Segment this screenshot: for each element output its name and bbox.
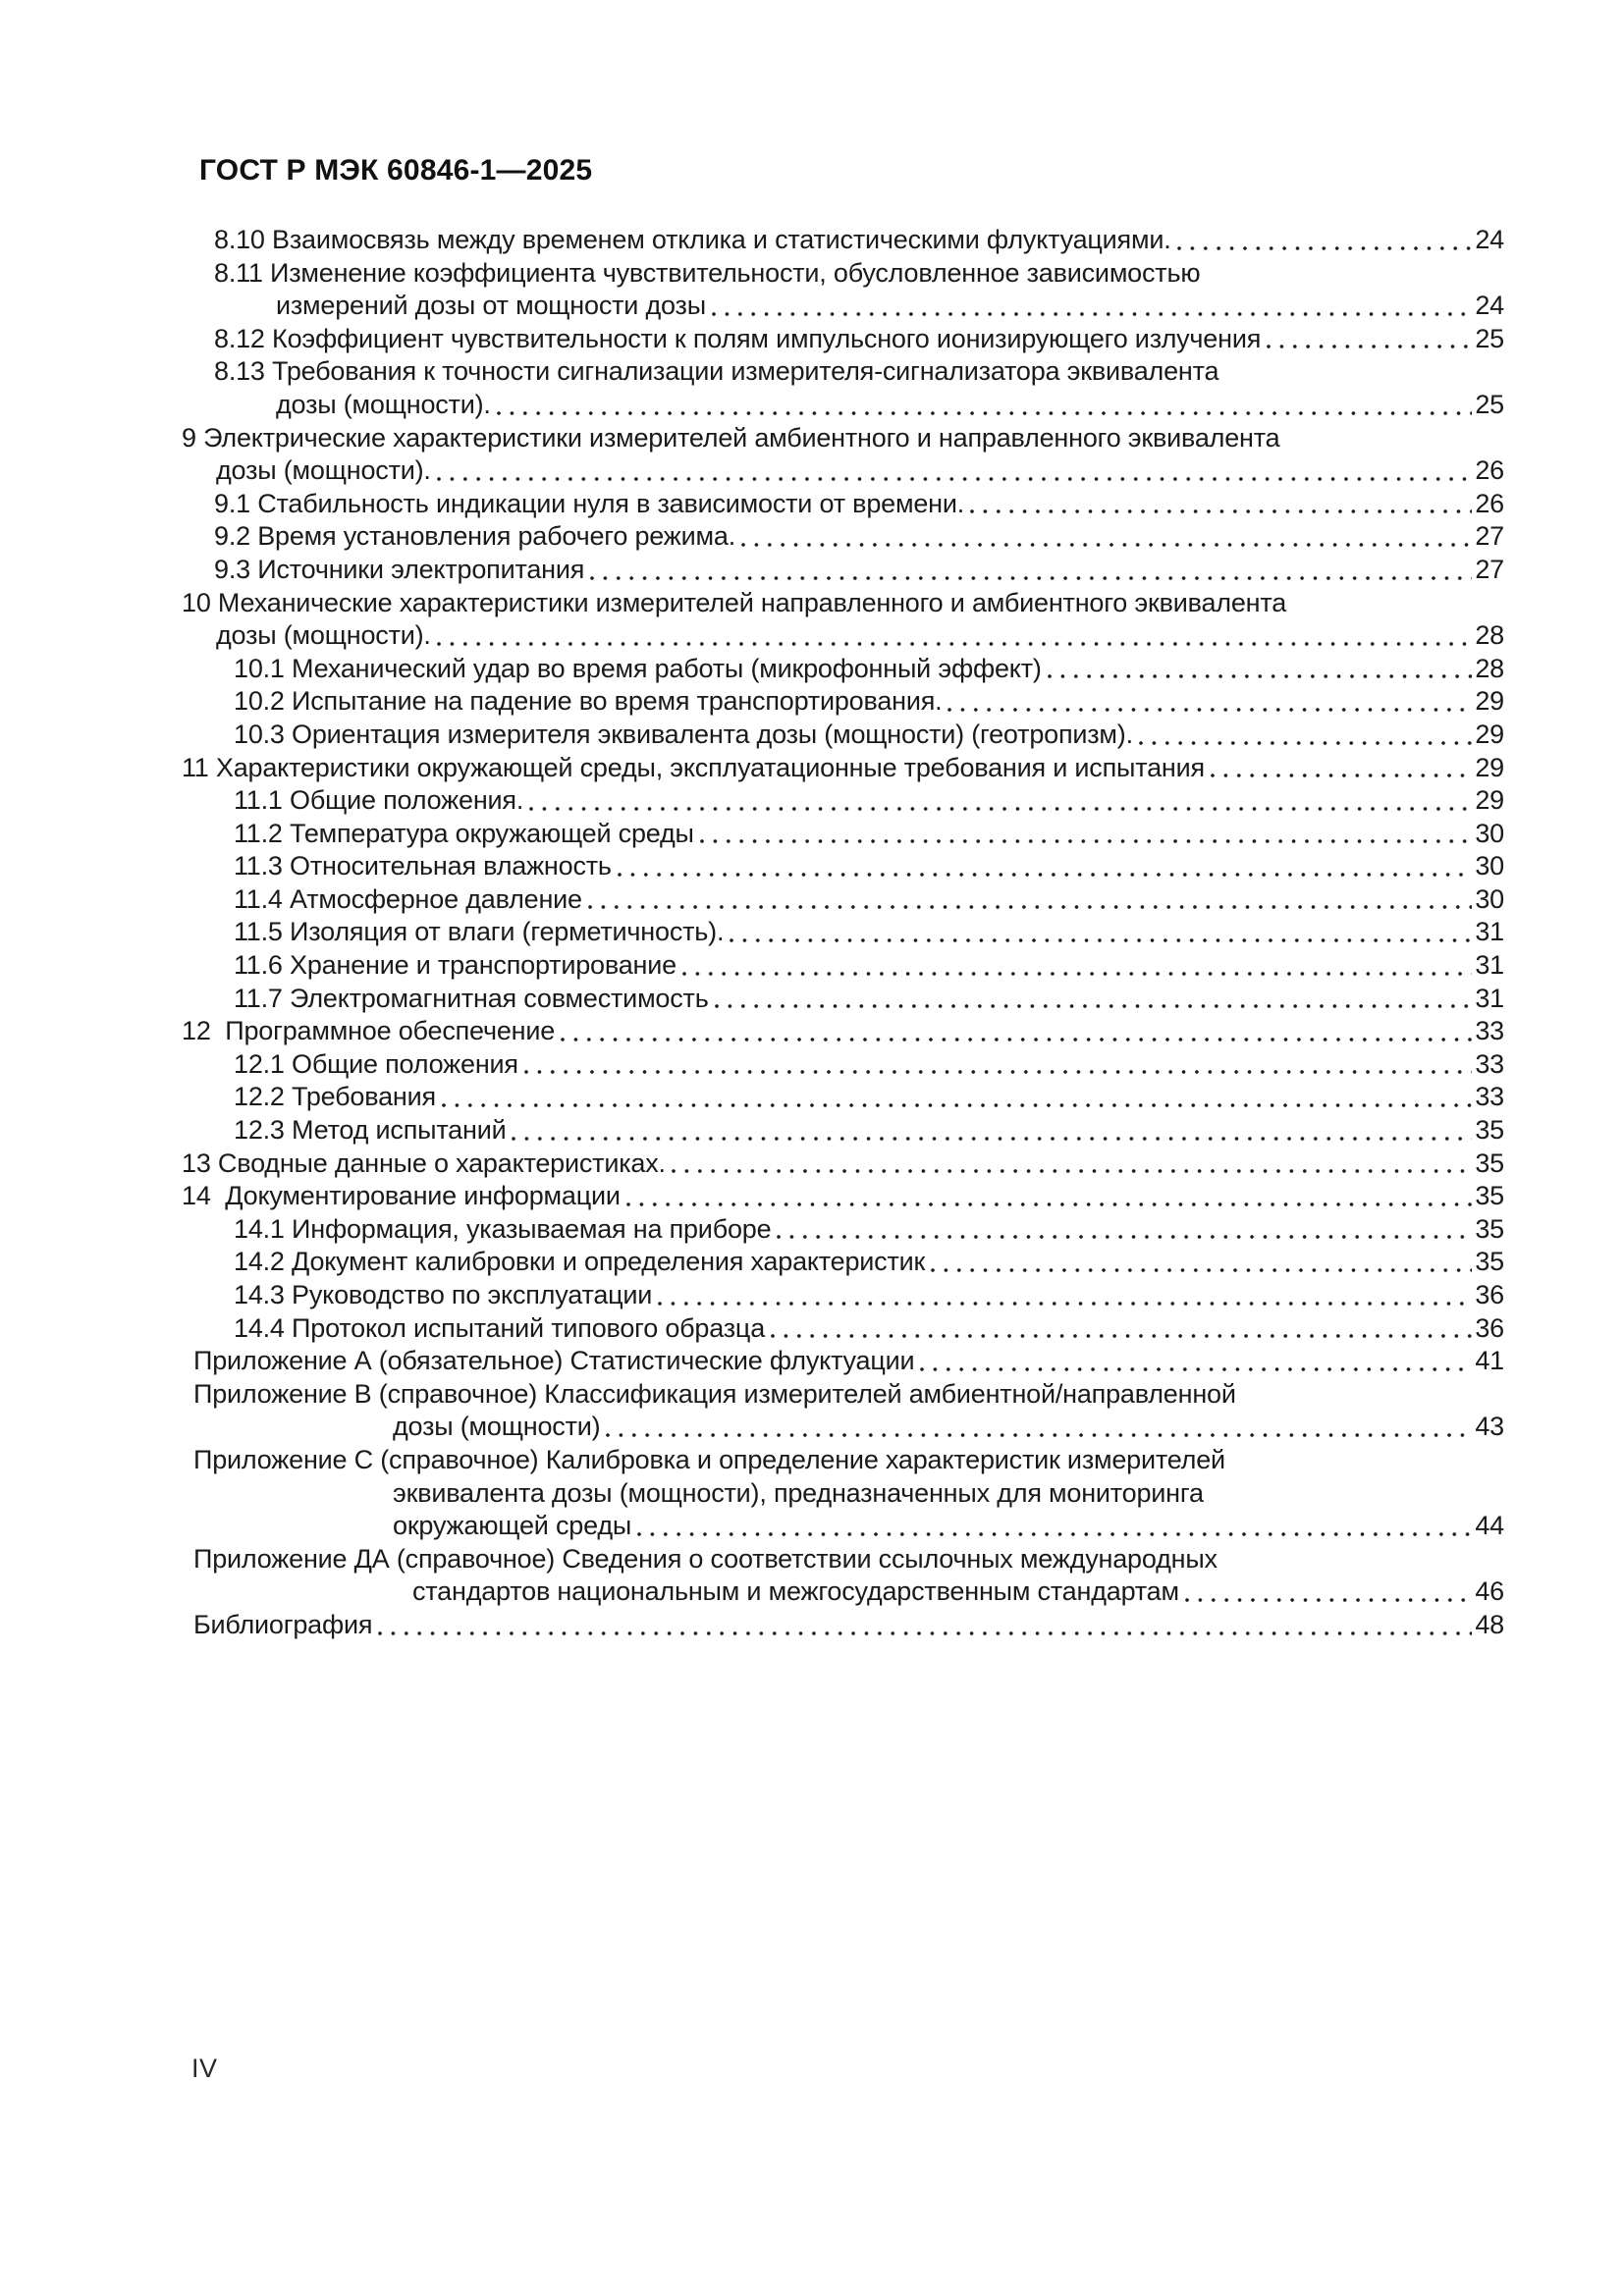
toc-entry-page: 27: [1475, 521, 1504, 552]
toc-entry-text: 14 Документирование информации: [182, 1181, 621, 1211]
toc-entry: [0, 355, 1624, 389]
toc-entry: [0, 1246, 1624, 1279]
toc-entry-text: окружающей среды: [393, 1511, 632, 1541]
toc-entry: [0, 290, 1624, 323]
toc-entry-page: 25: [1475, 389, 1504, 419]
dot-leader: [529, 807, 1472, 811]
toc-entry-page: 28: [1475, 620, 1504, 651]
toc-entry: [0, 653, 1624, 686]
toc-entry-text: 11.7 Электромагнитная совместимость: [234, 983, 709, 1013]
toc-entry-text: 12.3 Метод испытаний: [234, 1115, 507, 1146]
toc-entry-text: 13 Сводные данные о характеристиках.: [182, 1148, 666, 1178]
toc-entry-text: Приложение ДА (справочное) Сведения о соответствии ссылочных международных: [193, 1543, 1218, 1574]
dot-leader: [712, 312, 1472, 316]
dot-leader: [637, 1532, 1472, 1536]
toc-entry: [0, 587, 1624, 620]
toc-entry: [0, 1180, 1624, 1213]
toc-entry-page: 43: [1475, 1412, 1504, 1442]
dot-leader: [715, 1004, 1473, 1008]
toc-entry-text: эквивалента дозы (мощности), предназначенных для мониторинга: [393, 1477, 1204, 1508]
toc-entry: [0, 949, 1624, 983]
toc-entry: [0, 520, 1624, 554]
dot-leader: [1177, 246, 1473, 250]
document-code-header: ГОСТ Р МЭК 60846-1—2025: [199, 154, 593, 187]
dot-leader: [378, 1631, 1472, 1635]
toc-entry-text: 14.4 Протокол испытаний типового образца: [234, 1312, 766, 1343]
toc-entry-page: 31: [1475, 950, 1504, 981]
dot-leader: [1211, 774, 1472, 777]
dot-leader: [626, 1202, 1473, 1206]
dot-leader: [931, 1268, 1472, 1272]
toc-entry-text: 8.13 Требования к точности сигнализации измерителя-сигнализатора эквивалента: [214, 356, 1219, 387]
toc-entry-page: 29: [1475, 686, 1504, 717]
table-of-contents: [0, 224, 1624, 1642]
dot-leader: [1185, 1598, 1473, 1602]
toc-entry: [0, 1444, 1624, 1477]
toc-entry: [0, 883, 1624, 917]
toc-entry: [0, 224, 1624, 257]
dot-leader: [970, 509, 1472, 513]
toc-entry-text: 11.4 Атмосферное давление: [234, 883, 582, 914]
dot-leader: [920, 1367, 1472, 1371]
toc-entry: [0, 916, 1624, 949]
toc-entry-page: 30: [1475, 883, 1504, 914]
toc-entry-text: Приложение В (справочное) Классификация измерителей амбиентной/направленной: [193, 1378, 1236, 1409]
toc-entry-text: измерений дозы от мощности дозы: [276, 291, 706, 321]
toc-entry: [0, 554, 1624, 587]
toc-entry: [0, 1510, 1624, 1543]
toc-entry-text: 11.1 Общие положения.: [234, 785, 524, 816]
toc-entry: [0, 1279, 1624, 1312]
toc-entry: [0, 850, 1624, 883]
toc-entry: [0, 1575, 1624, 1609]
toc-entry-page: 26: [1475, 455, 1504, 486]
toc-entry-text: Библиография: [193, 1609, 373, 1639]
dot-leader: [700, 839, 1473, 843]
toc-entry-text: дозы (мощности).: [216, 620, 431, 651]
dot-leader: [524, 1070, 1473, 1074]
page-number-footer: IV: [191, 2054, 218, 2083]
toc-entry-text: 8.11 Изменение коэффициента чувствительности, обусловленное зависимостью: [214, 257, 1201, 288]
toc-entry-text: дозы (мощности).: [216, 455, 431, 486]
dot-leader: [730, 938, 1472, 942]
dot-leader: [682, 972, 1472, 976]
dot-leader: [618, 873, 1473, 877]
toc-entry-text: 12.2 Требования: [234, 1082, 436, 1112]
toc-entry-page: 36: [1475, 1312, 1504, 1343]
toc-entry: [0, 719, 1624, 752]
toc-entry-page: 24: [1475, 291, 1504, 321]
dot-leader: [590, 576, 1472, 580]
dot-leader: [1139, 741, 1472, 745]
toc-entry-text: 9.3 Источники электропитания: [214, 554, 585, 584]
toc-entry: [0, 1015, 1624, 1048]
toc-entry-page: 24: [1475, 225, 1504, 254]
toc-entry-text: 12 Программное обеспечение: [182, 1016, 556, 1046]
toc-entry: [0, 818, 1624, 851]
toc-entry: [0, 752, 1624, 785]
toc-entry: [0, 323, 1624, 356]
toc-entry: [0, 983, 1624, 1016]
toc-entry-page: 29: [1475, 719, 1504, 749]
toc-entry-text: Приложение С (справочное) Калибровка и определение характеристик измерителей: [193, 1444, 1225, 1474]
toc-entry: [0, 1312, 1624, 1346]
toc-entry-text: 10.1 Механический удар во время работы (микрофонный эффект): [234, 653, 1042, 683]
toc-entry-text: 8.10 Взаимосвязь между временем отклика и статистическими флуктуациями.: [214, 225, 1171, 254]
toc-entry-text: 12.1 Общие положения: [234, 1048, 518, 1079]
toc-entry: [0, 454, 1624, 488]
toc-entry: [0, 1411, 1624, 1444]
toc-entry-page: 26: [1475, 488, 1504, 518]
toc-entry: [0, 1609, 1624, 1642]
toc-entry-text: Приложение А (обязательное) Статистические флуктуации: [193, 1346, 915, 1376]
dot-leader: [588, 905, 1472, 909]
toc-entry-page: 35: [1475, 1181, 1504, 1211]
toc-entry-text: 14.1 Информация, указываемая на приборе: [234, 1213, 772, 1244]
dot-leader: [497, 411, 1473, 415]
toc-entry: [0, 1543, 1624, 1576]
dot-leader: [658, 1302, 1472, 1306]
dot-leader: [437, 642, 1473, 646]
toc-entry-page: 29: [1475, 785, 1504, 816]
toc-entry-text: 8.12 Коэффициент чувствительности к полям импульсного ионизирующего излучения: [214, 323, 1262, 353]
toc-entry-text: 11.2 Температура окружающей среды: [234, 818, 694, 848]
toc-entry: [0, 1345, 1624, 1378]
toc-entry-page: 35: [1475, 1115, 1504, 1146]
dot-leader: [672, 1169, 1473, 1173]
toc-entry-page: 35: [1475, 1213, 1504, 1244]
toc-entry-text: 10.3 Ориентация измерителя эквивалента дозы (мощности) (геотропизм).: [234, 719, 1133, 749]
toc-entry: [0, 389, 1624, 422]
dot-leader: [741, 543, 1472, 547]
toc-entry: [0, 619, 1624, 653]
toc-entry: [0, 422, 1624, 455]
toc-entry: [0, 1378, 1624, 1412]
toc-entry-page: 41: [1475, 1346, 1504, 1376]
toc-entry-page: 30: [1475, 851, 1504, 881]
toc-entry-page: 31: [1475, 917, 1504, 947]
toc-entry-text: 9.2 Время установления рабочего режима.: [214, 521, 736, 552]
toc-entry-page: 48: [1475, 1609, 1504, 1639]
toc-entry-page: 30: [1475, 818, 1504, 848]
toc-entry-text: 10 Механические характеристики измерителей направленного и амбиентного эквивалента: [182, 587, 1287, 617]
toc-entry-text: стандартов национальным и межгосударственным стандартам: [412, 1576, 1179, 1607]
dot-leader: [1048, 674, 1473, 678]
toc-entry-page: 46: [1475, 1576, 1504, 1607]
toc-entry-page: 33: [1475, 1082, 1504, 1112]
toc-entry-page: 44: [1475, 1511, 1504, 1541]
toc-entry-page: 27: [1475, 554, 1504, 584]
dot-leader: [777, 1235, 1472, 1239]
toc-entry: [0, 488, 1624, 521]
toc-entry-text: дозы (мощности).: [276, 389, 491, 419]
toc-entry-text: 11.5 Изоляция от влаги (герметичность).: [234, 917, 725, 947]
toc-entry-page: 25: [1475, 323, 1504, 353]
toc-entry: [0, 1213, 1624, 1247]
toc-entry: [0, 257, 1624, 291]
toc-entry: [0, 784, 1624, 818]
toc-entry-page: 33: [1475, 1016, 1504, 1046]
dot-leader: [512, 1137, 1472, 1141]
toc-entry-text: 11.3 Относительная влажность: [234, 851, 612, 881]
toc-entry-text: 10.2 Испытание на падение во время транспортирования.: [234, 686, 943, 717]
dot-leader: [442, 1103, 1472, 1107]
toc-entry-page: 29: [1475, 752, 1504, 782]
toc-entry-text: 14.3 Руководство по эксплуатации: [234, 1280, 653, 1309]
dot-leader: [561, 1038, 1472, 1041]
toc-entry-page: 35: [1475, 1247, 1504, 1277]
toc-entry: [0, 1477, 1624, 1511]
toc-entry-text: 9.1 Стабильность индикации нуля в зависимости от времени.: [214, 488, 965, 518]
dot-leader: [437, 477, 1473, 481]
toc-entry-page: 28: [1475, 653, 1504, 683]
dot-leader: [947, 708, 1472, 712]
toc-entry: [0, 1048, 1624, 1082]
toc-entry-page: 36: [1475, 1280, 1504, 1309]
toc-entry-page: 35: [1475, 1148, 1504, 1178]
toc-entry: [0, 1081, 1624, 1114]
toc-entry-text: дозы (мощности): [393, 1412, 601, 1442]
dot-leader: [606, 1433, 1472, 1437]
toc-entry: [0, 1114, 1624, 1148]
toc-entry-text: 14.2 Документ калибровки и определения характеристик: [234, 1247, 926, 1277]
toc-entry: [0, 1148, 1624, 1181]
toc-entry-page: 33: [1475, 1048, 1504, 1079]
toc-entry-text: 11.6 Хранение и транспортирование: [234, 950, 677, 981]
dot-leader: [1267, 345, 1472, 348]
dot-leader: [771, 1334, 1472, 1338]
toc-entry: [0, 685, 1624, 719]
toc-entry-text: 9 Электрические характеристики измерителей амбиентного и направленного эквивалента: [182, 422, 1280, 453]
toc-entry-text: 11 Характеристики окружающей среды, эксплуатационные требования и испытания: [182, 752, 1205, 782]
toc-entry-page: 31: [1475, 983, 1504, 1013]
